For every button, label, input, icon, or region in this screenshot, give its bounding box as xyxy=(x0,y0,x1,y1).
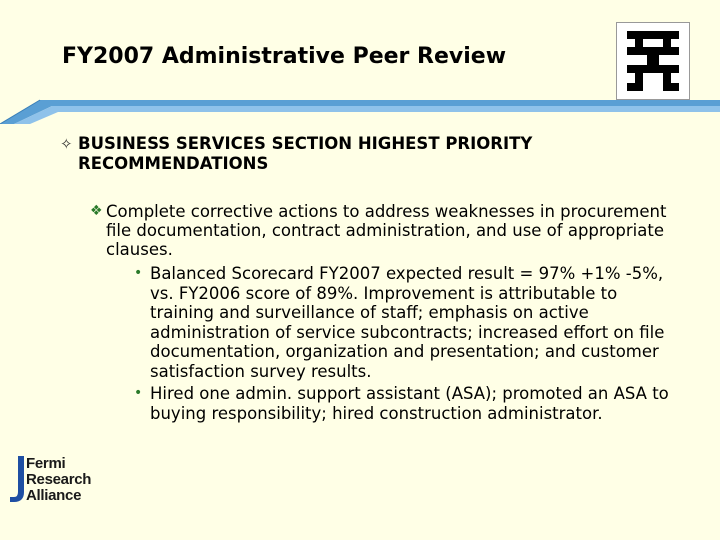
bullet-dot: • xyxy=(134,265,143,281)
level3-bullet-1 xyxy=(134,264,674,381)
level1-bullet xyxy=(60,134,660,174)
fermilab-logo xyxy=(616,22,690,100)
fra-line-1: Fermi xyxy=(26,455,66,472)
slide-title: FY2007 Administrative Peer Review xyxy=(62,44,507,69)
level3-text-2: Hired one admin. support assistant (ASA); promoted an ASA to buying responsibility; hired construction administrator. xyxy=(150,384,669,423)
fermilab-logo-icon xyxy=(617,23,689,99)
title-divider xyxy=(0,98,720,124)
level2-text: Complete corrective actions to address weaknesses in procurement file documentation, contract administration, and use of appropriate clauses. xyxy=(106,202,667,259)
level3-text-1: Balanced Scorecard FY2007 expected result = 97% +1% -5%, vs. FY2006 score of 89%. Improvement is attributable to training and surveillance of staff; emphasis on active administration of service subcontracts; increased effort on file documentation, organization and presentation; and customer satisfaction survey results. xyxy=(150,264,665,381)
fra-line-2: Research xyxy=(26,471,92,488)
level2-bullet xyxy=(90,202,680,259)
fra-line-3: Alliance xyxy=(26,487,82,504)
level3-bullet-2 xyxy=(134,384,674,423)
level1-text: BUSINESS SERVICES SECTION HIGHEST PRIORITY RECOMMENDATIONS xyxy=(78,134,533,173)
bullet-dot: • xyxy=(134,385,143,401)
fra-logo-text xyxy=(26,456,91,504)
diamond-star-icon: ✧ xyxy=(60,135,73,153)
checkmark-diamond-icon: ❖ xyxy=(90,203,103,219)
